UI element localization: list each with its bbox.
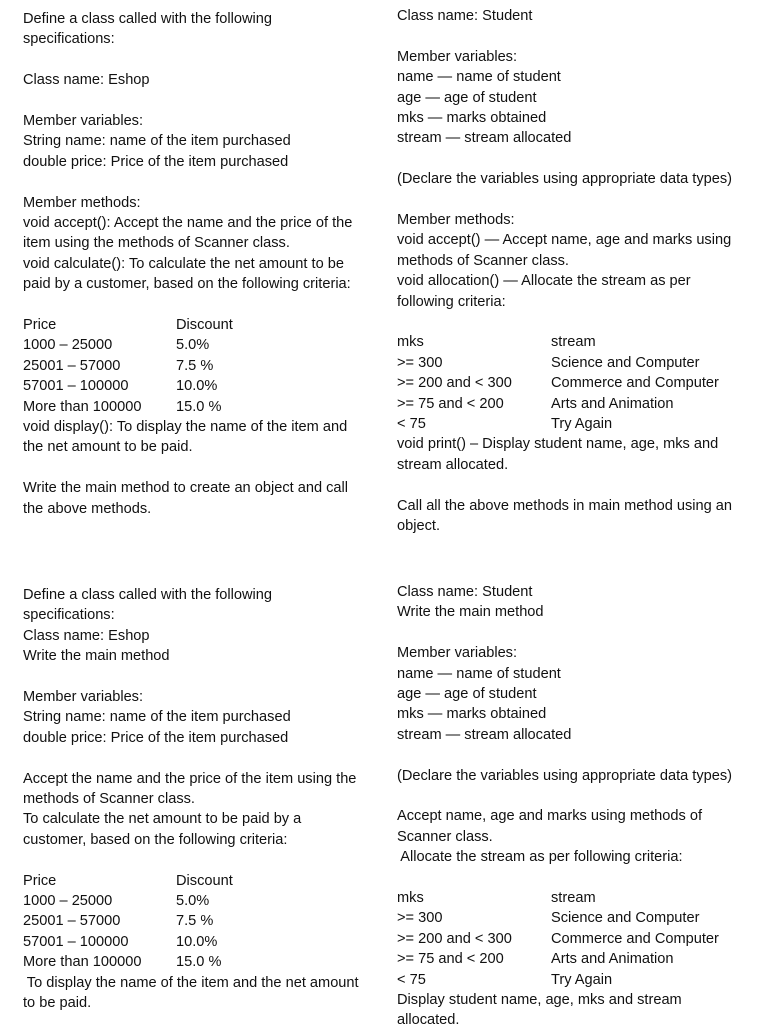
table-header: Discount — [176, 317, 233, 334]
var-line: age — age of student — [397, 89, 537, 106]
accept-line: customer, based on the following criteria: — [23, 831, 288, 848]
vars-heading: Member variables: — [23, 113, 144, 129]
var-line: stream — stream allocated — [397, 726, 572, 743]
table-row — [23, 911, 359, 931]
var-line: age — age of student — [397, 686, 537, 703]
table-row — [23, 335, 352, 355]
print-line: void print() – Display student name, age, mks and — [397, 436, 719, 453]
table-cell: 7.5 % — [176, 357, 214, 374]
main-line: object. — [397, 518, 440, 535]
table-cell: < 75 — [397, 971, 426, 988]
table-header: stream — [551, 890, 596, 907]
table-header: stream — [551, 334, 596, 351]
vars-heading: Member variables: — [397, 645, 518, 662]
table-cell: >= 75 and < 200 — [397, 951, 504, 968]
main-line: the above methods. — [23, 500, 152, 517]
main-line: Write the main method — [23, 648, 170, 665]
eshop-question-short — [23, 585, 359, 1013]
display-line: void display(): To display the name of the item and — [23, 419, 348, 436]
print-line: Display student name, age, mks and stream — [397, 992, 682, 1009]
accept-line: Accept name, age and marks using methods of — [397, 808, 703, 825]
table-cell: 57001 – 100000 — [23, 933, 129, 950]
table-cell: Science and Computer — [551, 910, 700, 927]
table-cell: 15.0 % — [176, 954, 222, 971]
print-line: stream allocated. — [397, 456, 509, 473]
method-line: paid by a customer, based on the following criteria: — [23, 276, 351, 293]
var-line: name — name of student — [397, 665, 561, 682]
student-question-full — [397, 6, 732, 536]
class-name: Class name: Student — [397, 584, 533, 600]
table-header: Price — [23, 317, 57, 334]
table-cell: 57001 – 100000 — [23, 378, 129, 395]
table-cell: More than 100000 — [23, 398, 142, 415]
table-cell: 7.5 % — [176, 913, 214, 930]
methods-heading: Member methods: — [397, 212, 515, 229]
table-cell: Commerce and Computer — [551, 375, 719, 392]
table-cell: 1000 – 25000 — [23, 893, 113, 910]
table-cell: More than 100000 — [23, 954, 142, 971]
main-line: Write the main method to create an object and call — [23, 480, 349, 497]
var-line: double price: Price of the item purchased — [23, 729, 289, 746]
class-name: Class name: Eshop — [23, 627, 150, 644]
table-cell: >= 200 and < 300 — [397, 930, 512, 947]
main-line: Write the main method — [397, 604, 544, 621]
table-cell: 25001 – 57000 — [23, 913, 121, 930]
var-line: String name: name of the item purchased — [23, 709, 291, 726]
print-line: allocated. — [397, 1012, 460, 1029]
table-header-row — [397, 888, 732, 908]
methods-heading: Member methods: — [23, 194, 141, 211]
var-line: stream — stream allocated — [397, 130, 572, 147]
accept-line: methods of Scanner class. — [23, 791, 195, 808]
table-cell: >= 200 and < 300 — [397, 375, 512, 392]
intro-line: specifications: — [23, 31, 115, 48]
eshop-question-full — [23, 9, 352, 519]
table-cell: >= 300 — [397, 354, 443, 371]
accept-line: Scanner class. — [397, 828, 493, 845]
table-header-row — [397, 332, 732, 352]
table-row — [23, 376, 352, 396]
table-row — [397, 949, 732, 969]
table-row — [397, 970, 732, 990]
table-header: Discount — [176, 872, 233, 889]
method-line: item using the methods of Scanner class. — [23, 235, 290, 252]
display-line: To display the name of the item and the net amount — [23, 974, 359, 991]
intro-line: Define a class called with the following — [23, 587, 273, 603]
var-line: double price: Price of the item purchased — [23, 153, 289, 170]
accept-line: Allocate the stream as per following criteria: — [397, 849, 683, 866]
table-row — [397, 908, 732, 928]
table-header-row — [23, 871, 359, 891]
intro-line: Define a class called with the following — [23, 11, 273, 27]
table-cell: 1000 – 25000 — [23, 337, 113, 354]
intro-line: specifications: — [23, 607, 115, 624]
table-row — [397, 353, 732, 373]
var-line: name — name of student — [397, 69, 561, 86]
display-line: the net amount to be paid. — [23, 439, 193, 456]
table-row — [23, 891, 359, 911]
table-header: mks — [397, 890, 424, 907]
table-cell: 15.0 % — [176, 398, 222, 415]
table-cell: >= 75 and < 200 — [397, 395, 504, 412]
table-row — [397, 394, 732, 414]
var-line: mks — marks obtained — [397, 706, 547, 723]
table-row — [397, 373, 732, 393]
table-cell: Arts and Animation — [551, 951, 674, 968]
accept-line: To calculate the net amount to be paid by a — [23, 811, 302, 828]
table-cell: 5.0% — [176, 337, 210, 354]
declare-note: (Declare the variables using appropriate data types) — [397, 767, 733, 784]
table-cell: >= 300 — [397, 910, 443, 927]
table-cell: Commerce and Computer — [551, 930, 719, 947]
table-cell: < 75 — [397, 416, 426, 433]
table-cell: 10.0% — [176, 933, 218, 950]
student-question-short — [397, 582, 732, 1031]
table-cell: Arts and Animation — [551, 395, 674, 412]
method-line: void accept() — Accept name, age and marks using — [397, 232, 732, 249]
table-header: mks — [397, 334, 424, 351]
table-cell: Try Again — [551, 416, 613, 433]
var-line: String name: name of the item purchased — [23, 133, 291, 150]
table-row — [23, 932, 359, 952]
table-cell: 25001 – 57000 — [23, 357, 121, 374]
table-row — [23, 356, 352, 376]
table-cell: Science and Computer — [551, 354, 700, 371]
table-header-row — [23, 315, 352, 335]
method-line: void accept(): Accept the name and the price of the — [23, 215, 353, 232]
table-row — [23, 397, 352, 417]
table-row — [397, 414, 732, 434]
table-cell: 10.0% — [176, 378, 218, 395]
method-line: following criteria: — [397, 293, 506, 310]
table-header: Price — [23, 872, 57, 889]
table-row — [23, 952, 359, 972]
declare-note: (Declare the variables using appropriate data types) — [397, 171, 733, 188]
vars-heading: Member variables: — [397, 48, 518, 65]
table-cell: 5.0% — [176, 893, 210, 910]
accept-line: Accept the name and the price of the item using the — [23, 770, 357, 787]
table-cell: Try Again — [551, 971, 613, 988]
display-line: to be paid. — [23, 995, 92, 1012]
method-line: methods of Scanner class. — [397, 252, 569, 269]
method-line: void allocation() — Allocate the stream as per — [397, 273, 691, 290]
class-name: Class name: Student — [397, 8, 533, 24]
var-line: mks — marks obtained — [397, 110, 547, 127]
class-name: Class name: Eshop — [23, 72, 150, 89]
method-line: void calculate(): To calculate the net amount to be — [23, 255, 344, 272]
main-line: Call all the above methods in main method using an — [397, 497, 733, 514]
table-row — [397, 929, 732, 949]
vars-heading: Member variables: — [23, 689, 144, 706]
